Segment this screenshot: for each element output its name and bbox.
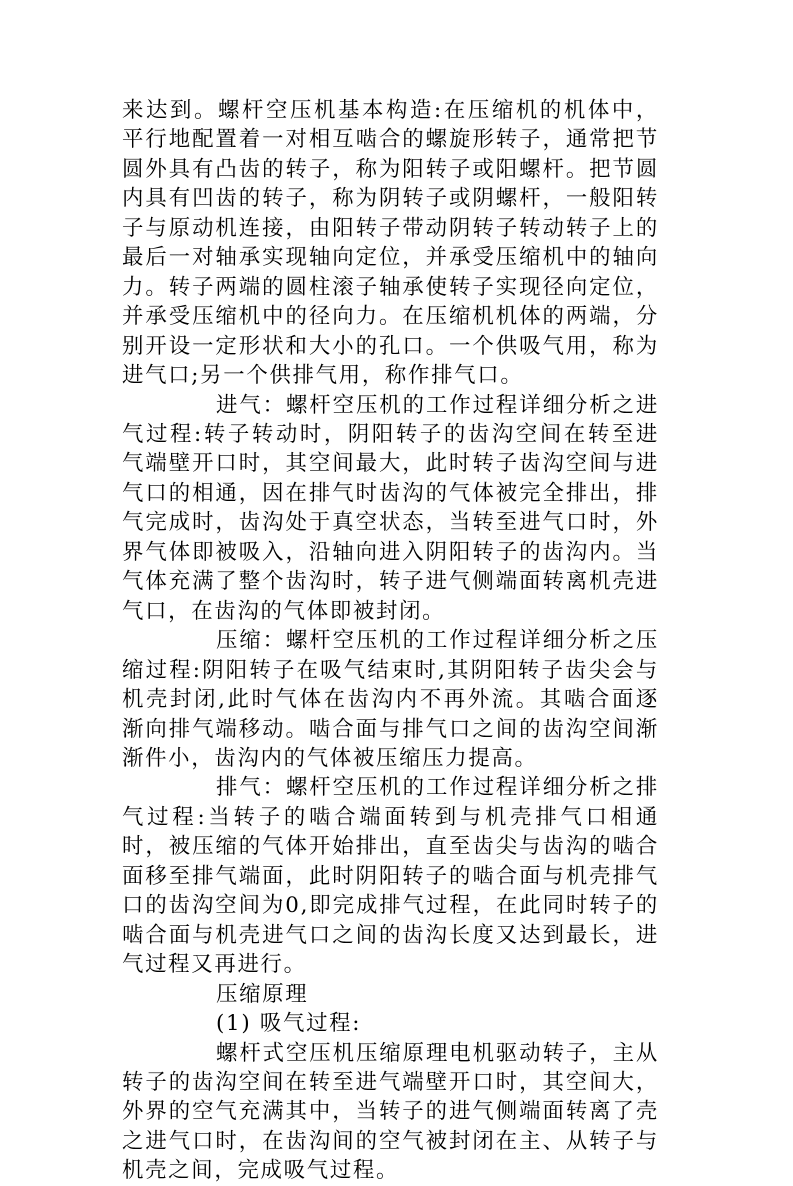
paragraph-compression: 压缩：螺杆空压机的工作过程详细分析之压缩过程:阴阳转子在吸气结束时,其阴阳转子齿尖会与机壳封闭,此时气体在齿沟内不再外流。其啮合面逐渐向排气端移动。啮合面与排气口之间的齿沟空间渐渐件小，齿沟内的气体被压缩压力提高。 [122,628,659,771]
paragraph-structure: 来达到。螺杆空压机基本构造:在压缩机的机体中，平行地配置着一对相互啮合的螺旋形转子，通常把节圆外具有凸齿的转子，称为阳转子或阳螺杆。把节圆内具有凹齿的转子，称为阴转子或阴螺杆，一般阳转子与原动机连接，由阳转子带动阴转子转动转子上的最后一对轴承实现轴向定位，并承受压缩机中的轴向力。转子两端的圆柱滚子轴承使转子实现径向定位，并承受压缩机中的径向力。在压缩机机体的两端，分别开设一定形状和大小的孔口。一个供吸气用，称为进气口;另一个供排气用，称作排气口。 [122,98,659,389]
section-heading-compression-principle: 压缩原理 [216,981,309,1007]
paragraph-intake: 进气：螺杆空压机的工作过程详细分析之进气过程:转子转动时，阴阳转子的齿沟空间在转至进气端壁开口时，其空间最大，此时转子齿沟空间与进气口的相通，因在排气时齿沟的气体被完全排出，排气完成时，齿沟处于真空状态，当转至进气口时，外界气体即被吸入，沿轴向进入阴阳转子的齿沟内。当气体充满了整个齿沟时，转子进气侧端面转离机壳进气口，在齿沟的气体即被封闭。 [122,392,659,624]
paragraph-suction-process: 螺杆式空压机压缩原理电机驱动转子，主从转子的齿沟空间在转至进气端壁开口时，其空间大，外界的空气充满其中，当转子的进气侧端面转离了壳之进气口时，在齿沟间的空气被封闭在主、从转子与机壳之间，完成吸气过程。 [122,1040,659,1184]
document-page [122,96,659,1186]
paragraph-exhaust: 排气：螺杆空压机的工作过程详细分析之排气过程:当转子的啮合端面转到与机壳排气口相通时，被压缩的气体开始排出，直至齿尖与齿沟的啮合面移至排气端面，此时阴阳转子的啮合面与机壳排气口的齿沟空间为0,即完成排气过程，在此同时转子的啮合面与机壳进气口之间的齿沟长度又达到最长，进气过程又再进行。 [122,775,659,978]
subheading-suction-process: (1) 吸气过程: [216,1011,362,1037]
